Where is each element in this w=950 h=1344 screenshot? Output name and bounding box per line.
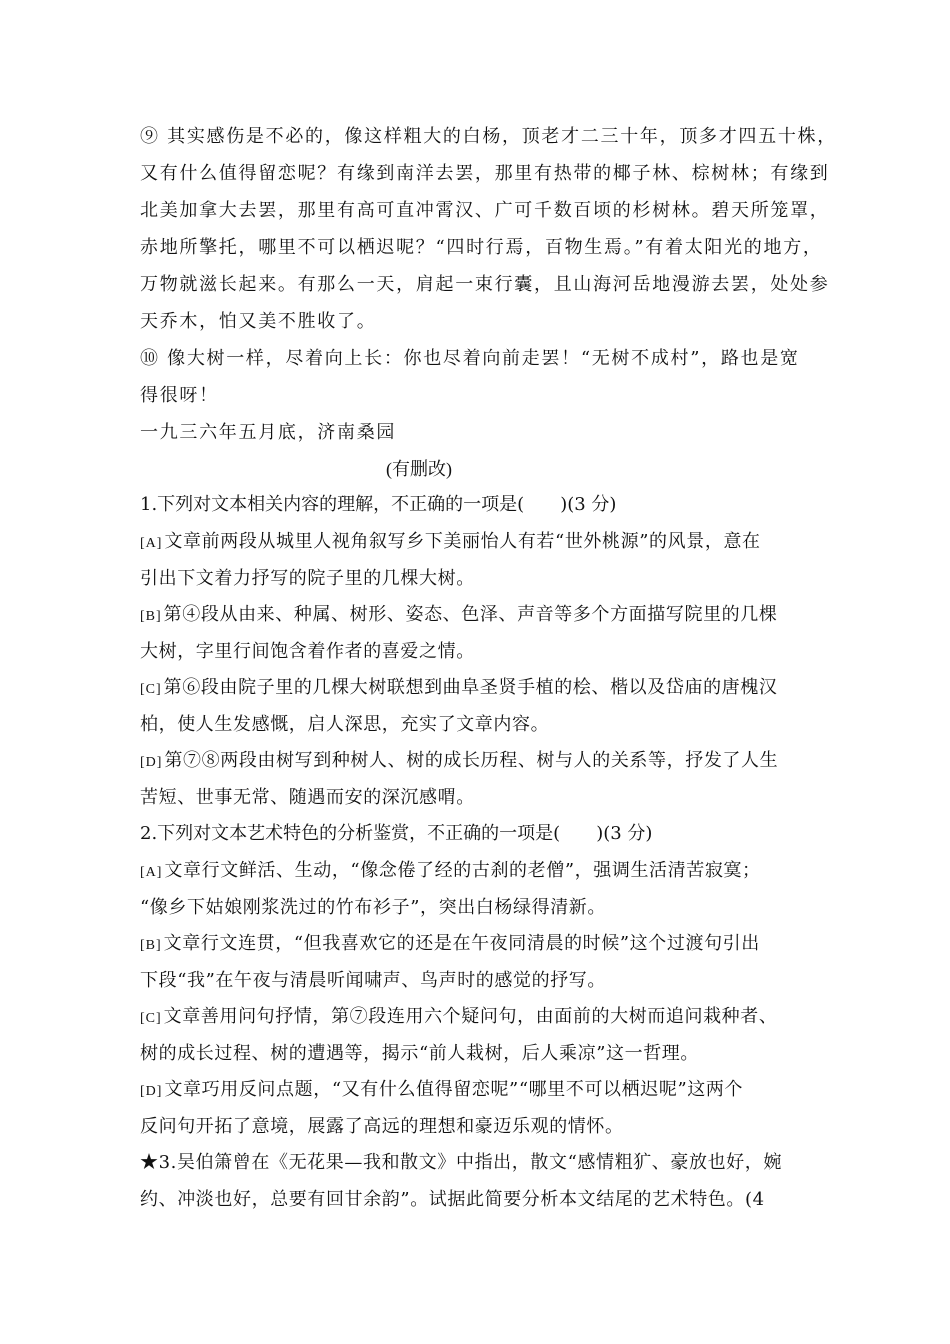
option-tag: [D] xyxy=(140,755,163,770)
q2-option-c xyxy=(140,1004,777,1032)
q2-option-d-cont: 反问句开拓了意境，展露了高远的理想和豪迈乐观的情怀。 xyxy=(140,1116,624,1137)
passage-note: (有删改) xyxy=(386,459,452,479)
q1-option-d-cont: 苦短、世事无常、随遇而安的深沉感喟。 xyxy=(140,787,475,808)
q2-stem: 2.下列对文本艺术特色的分析鉴赏，不正确的一项是( )(3 分) xyxy=(140,823,653,844)
passage-p9-line-2: 又有什么值得留恋呢？有缘到南洋去罢，那里有热带的椰子林、棕树林；有缘到 xyxy=(140,163,830,184)
option-tag: [C] xyxy=(140,1011,162,1026)
q2-option-d xyxy=(140,1077,743,1105)
passage-p10-line-2: 得很呀！ xyxy=(140,385,219,406)
passage-p9-line-1: ⑨ 其实感伤是不必的，像这样粗大的白杨，顶老才二三十年，顶多才四五十株， xyxy=(140,126,837,147)
option-tag: [A] xyxy=(140,536,163,551)
option-text: 文章前两段从城里人视角叙写乡下美丽怡人有若“世外桃源”的风景，意在 xyxy=(164,531,761,552)
option-text: 第⑥段由院子里的几棵大树联想到曲阜圣贤手植的桧、楷以及岱庙的唐槐汉 xyxy=(163,677,778,698)
q3-line-1: ★3.吴伯箫曾在《无花果—我和散文》中指出，散文“感情粗犷、豪放也好，婉 xyxy=(140,1152,782,1173)
option-text: 第⑦⑧两段由树写到种树人、树的成长历程、树与人的关系等，抒发了人生 xyxy=(164,750,779,771)
option-text: 文章巧用反问点题，“又有什么值得留恋呢”“哪里不可以栖迟呢”这两个 xyxy=(164,1079,744,1100)
q1-option-a xyxy=(140,529,761,557)
q2-option-b-cont: 下段“我”在午夜与清晨听闻啸声、鸟声时的感觉的抒写。 xyxy=(140,970,607,991)
q2-option-a-cont: “像乡下姑娘刚浆洗过的竹布衫子”，突出白杨绿得清新。 xyxy=(140,897,607,918)
passage-p10-line-1: ⑩ 像大树一样，尽着向上长：你也尽着向前走罢！“无树不成村”，路也是宽 xyxy=(140,348,800,369)
option-tag: [B] xyxy=(140,609,162,624)
q1-option-d xyxy=(140,748,778,776)
option-text: 第④段从由来、种属、树形、姿态、色泽、声音等多个方面描写院里的几棵 xyxy=(163,604,778,625)
option-text: 文章行文连贯，“但我喜欢它的还是在午夜同清晨的时候”这个过渡句引出 xyxy=(163,933,760,954)
passage-signature: 一九三六年五月底，济南桑园 xyxy=(140,422,397,443)
option-tag: [A] xyxy=(140,865,163,880)
q1-option-c-cont: 柏，使人生发感慨，启人深思，充实了文章内容。 xyxy=(140,714,550,735)
q2-option-c-cont: 树的成长过程、树的遭遇等，揭示“前人栽树，后人乘凉”这一哲理。 xyxy=(140,1043,700,1064)
q2-option-b xyxy=(140,931,760,959)
q1-option-b xyxy=(140,602,777,630)
q1-stem: 1.下列对文本相关内容的理解，不正确的一项是( )(3 分) xyxy=(140,494,617,515)
passage-p9-line-6: 天乔木，怕又美不胜收了。 xyxy=(140,311,377,332)
option-text: 文章行文鲜活、生动，“像念倦了经的古刹的老僧”，强调生活清苦寂寞； xyxy=(164,860,761,881)
option-tag: [C] xyxy=(140,682,162,697)
q1-option-a-cont: 引出下文着力抒写的院子里的几棵大树。 xyxy=(140,568,475,589)
option-tag: [B] xyxy=(140,938,162,953)
passage-p9-line-3: 北美加拿大去罢，那里有高可直冲霄汉、广可千数百顷的杉树林。碧天所笼罩， xyxy=(140,200,830,221)
q1-option-b-cont: 大树，字里行间饱含着作者的喜爱之情。 xyxy=(140,641,475,662)
option-text: 文章善用问句抒情，第⑦段连用六个疑问句，由面前的大树而追问栽种者、 xyxy=(163,1006,778,1027)
passage-p9-line-4: 赤地所擎托，哪里不可以栖迟呢？“四时行焉，百物生焉。”有着太阳光的地方， xyxy=(140,237,823,258)
option-tag: [D] xyxy=(140,1084,163,1099)
q3-line-2: 约、冲淡也好，总要有回甘余韵”。试据此简要分析本文结尾的艺术特色。(4 xyxy=(140,1189,765,1210)
q2-option-a xyxy=(140,858,761,886)
passage-p9-line-5: 万物就滋长起来。有那么一天，肩起一束行囊，且山海河岳地漫游去罢，处处参 xyxy=(140,274,830,295)
q1-option-c xyxy=(140,675,777,703)
